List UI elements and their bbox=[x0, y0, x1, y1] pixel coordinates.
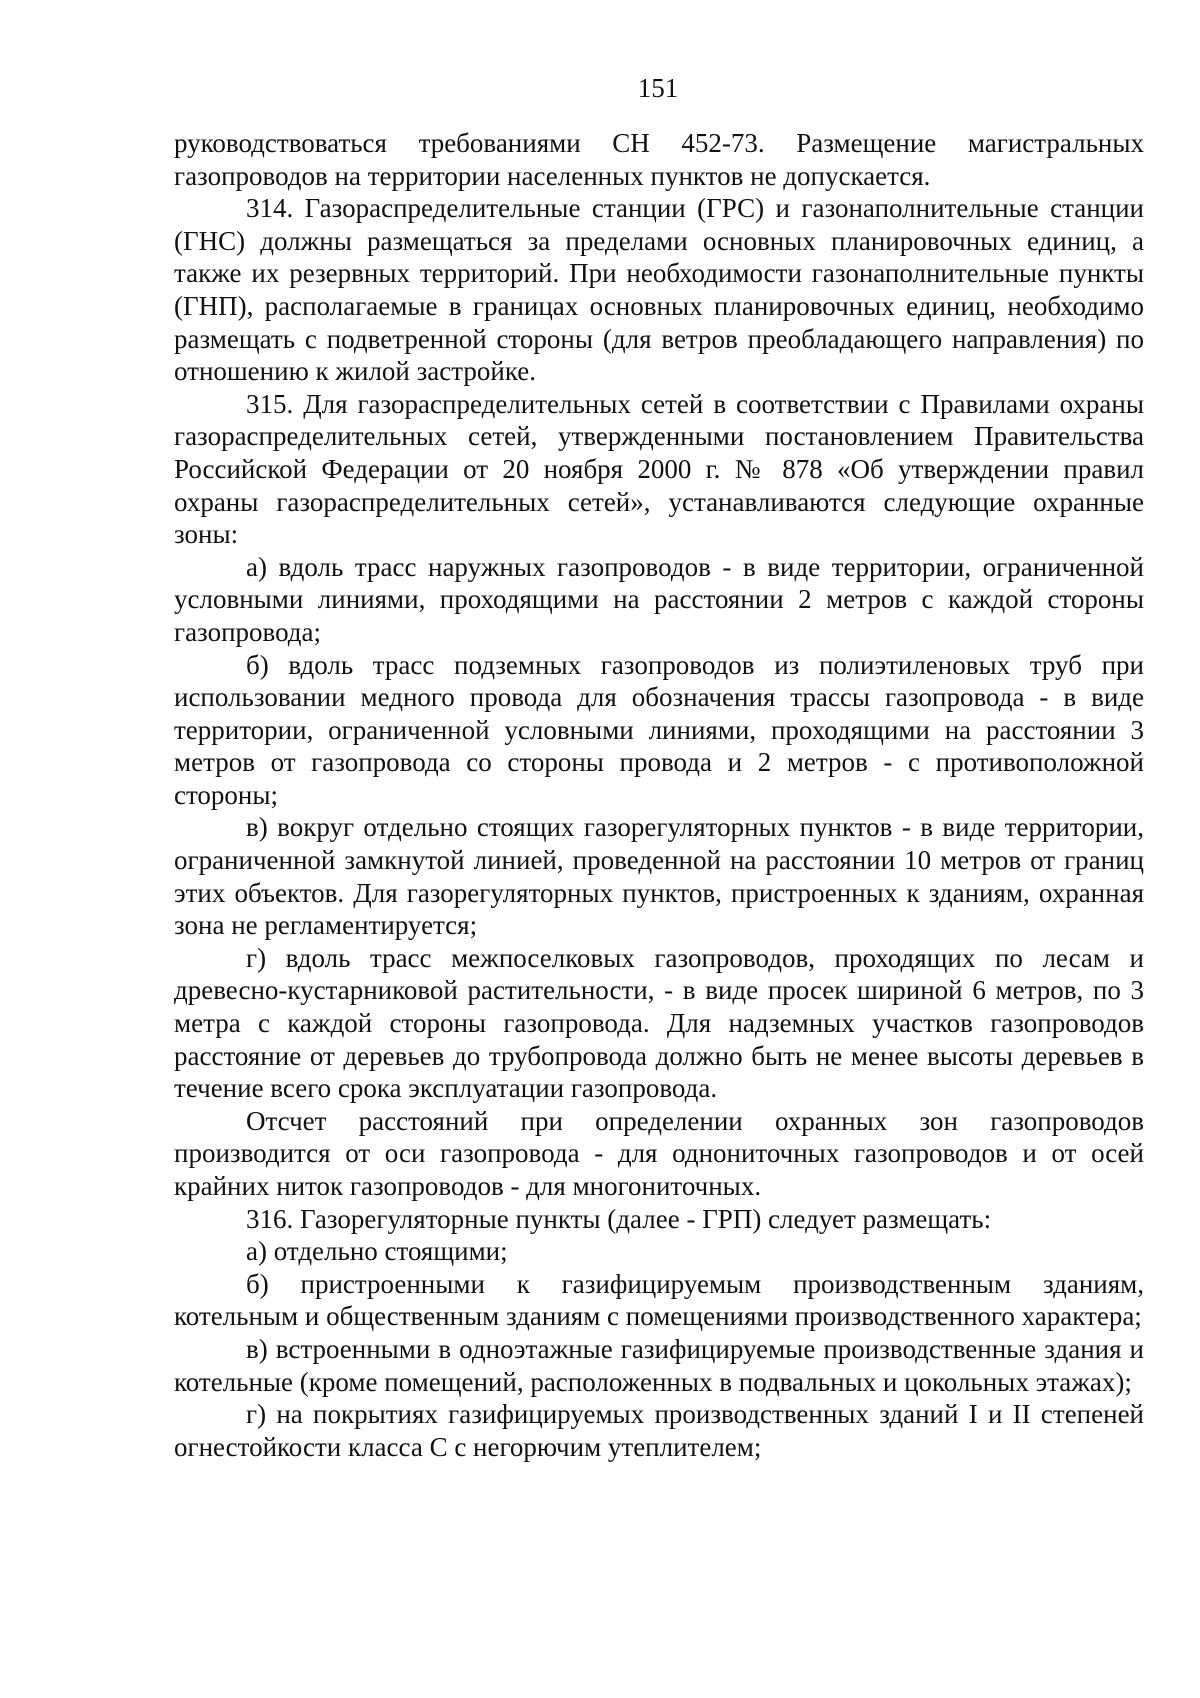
paragraph-316-a: а) отдельно стоящими; bbox=[246, 1236, 508, 1267]
paragraph-316: 316. Газорегуляторные пункты (далее - ГРП) следует размещать: bbox=[246, 1203, 992, 1234]
paragraph-315-a: а) вдоль трасс наружных газопроводов - в виде территории, ограниченной условными линиями, проходящими на расстоянии 2 метров с каждой стороны газопровода; bbox=[174, 551, 1144, 647]
paragraph-315: 315. Для газораспределительных сетей в соответствии с Правилами охраны газораспределительных сетей, утвержденными постановлением Правительства Российской Федерации от 20 ноября 2000 г. № 878 «Об утверждении правил охраны газораспределительных сетей», устанавливаются следующие охранные зоны: bbox=[174, 388, 1144, 550]
paragraph-316-v: в) встроенными в одноэтажные газифицируемые производственные здания и котельные (кроме помещений, расположенных в подвальных и цокольных этажах); bbox=[174, 1333, 1144, 1397]
paragraph-315-g: г) вдоль трасс межпоселковых газопроводов, проходящих по лесам и древесно-кустарниковой растительности, - в виде просек шириной 6 метров, по 3 метра с каждой стороны газопровода. Для надземных участков газопроводов расстояние от деревьев до трубопровода должно быть не менее высоты деревьев в течение всего срока эксплуатации газопровода. bbox=[174, 942, 1144, 1104]
page-number: 151 bbox=[637, 73, 679, 103]
body-text bbox=[174, 127, 1144, 1463]
paragraph-314: 314. Газораспределительные станции (ГРС) и газонаполнительные станции (ГНС) должны размещаться за пределами основных планировочных единиц, а также их резервных территорий. При необходимости газонаполнительные пункты (ГНП), располагаемые в границах основных планировочных единиц, необходимо размещать с подветренной стороны (для ветров преобладающего направления) по отношению к жилой застройке. bbox=[174, 193, 1144, 387]
paragraph-316-g: г) на покрытиях газифицируемых производственных зданий I и II степеней огнестойкости класса С с негорючим утеплителем; bbox=[174, 1399, 1144, 1462]
paragraph-316-b: б) пристроенными к газифицируемым производственным зданиям, котельным и общественным зданиям с помещениями производственного характера; bbox=[174, 1268, 1144, 1332]
paragraph-315-v: в) вокруг отдельно стоящих газорегуляторных пунктов - в виде территории, ограниченной замкнутой линией, проведенной на расстоянии 10 метров от границ этих объектов. Для газорегуляторных пунктов, пристроенных к зданиям, охранная зона не регламентируется; bbox=[174, 812, 1144, 941]
paragraph-distance-note: Отсчет расстояний при определении охранных зон газопроводов производится от оси газопровода - для однониточных газопроводов и от осей крайних ниток газопроводов - для многониточных. bbox=[174, 1105, 1144, 1201]
paragraph-continuation: руководствоваться требованиями СН 452-73. Размещение магистральных газопроводов на территории населенных пунктов не допускается. bbox=[174, 128, 1144, 191]
paragraph-315-b: б) вдоль трасс подземных газопроводов из полиэтиленовых труб при использовании медного провода для обозначения трассы газопровода - в виде территории, ограниченной условными линиями, проходящими на расстоянии 3 метров от газопровода со стороны провода и 2 метров - с противоположной стороны; bbox=[174, 649, 1144, 810]
